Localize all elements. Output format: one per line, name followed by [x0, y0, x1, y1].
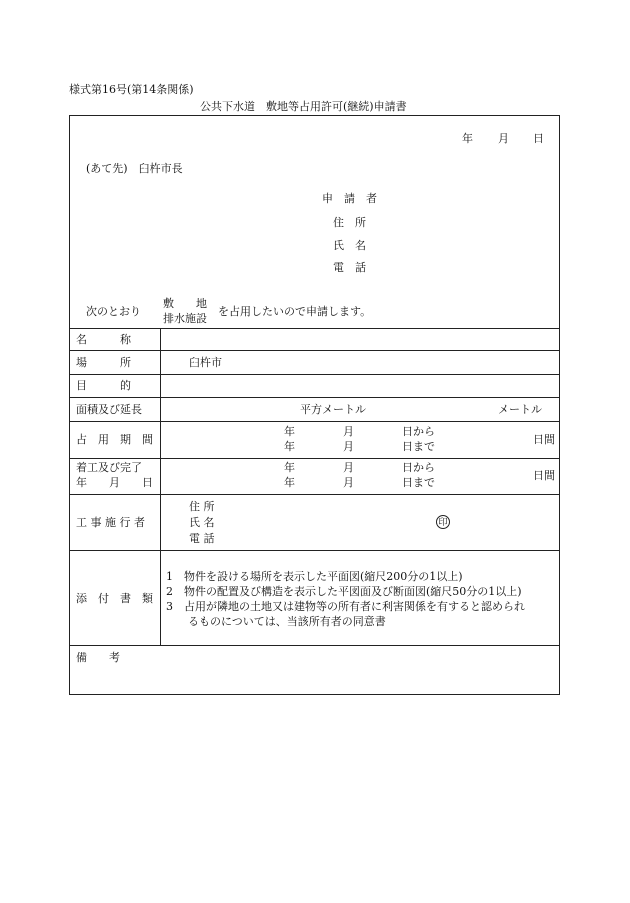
- divider: [69, 494, 560, 495]
- occupancy-from-year: 年: [284, 425, 295, 438]
- row-label-attachments: 添 付 書 類: [76, 592, 153, 605]
- statement-prefix: 次のとおり: [86, 305, 141, 318]
- row-label-place: 場 所: [76, 356, 131, 369]
- contractor-name-label: 氏 名: [189, 516, 215, 529]
- construction-to-month: 月: [343, 476, 354, 489]
- date-year: 年: [462, 132, 473, 145]
- divider: [69, 350, 560, 351]
- applicant-phone-label: 電 話: [333, 261, 366, 274]
- contractor-address-label: 住 所: [189, 500, 215, 513]
- construction-from-month: 月: [343, 461, 354, 474]
- row-label-purpose: 目 的: [76, 379, 131, 392]
- place-value[interactable]: 臼杵市: [189, 356, 222, 369]
- form-title: 公共下水道 敷地等占用許可(継続)申請書: [200, 100, 407, 113]
- occupancy-to-year: 年: [284, 440, 295, 453]
- construction-to-day: 日まで: [402, 476, 435, 489]
- construction-from-day: 日から: [402, 461, 435, 474]
- seal-icon: 印: [436, 515, 450, 529]
- construction-days: 日間: [533, 469, 555, 482]
- occupancy-to-day: 日まで: [402, 440, 435, 453]
- divider: [69, 458, 560, 459]
- occupancy-from-day: 日から: [402, 425, 435, 438]
- divider: [69, 645, 560, 646]
- occupancy-days: 日間: [533, 433, 555, 446]
- remarks-field[interactable]: [72, 668, 556, 692]
- divider: [69, 397, 560, 398]
- divider: [69, 374, 560, 375]
- area-unit-meter: メートル: [498, 403, 542, 416]
- form-number: 様式第16号(第14条関係): [69, 83, 194, 96]
- area-unit-square-meter: 平方メートル: [300, 403, 366, 416]
- applicant-address-label: 住 所: [333, 216, 366, 229]
- name-field[interactable]: [165, 332, 555, 348]
- attachment-item: 3 占用が隣地の土地又は建物等の所有者に利害関係を有すると認められ: [166, 600, 525, 613]
- column-divider: [160, 328, 161, 645]
- purpose-field[interactable]: [165, 378, 555, 394]
- divider: [69, 550, 560, 551]
- date-day: 日: [533, 132, 544, 145]
- row-label-remarks: 備 考: [76, 651, 120, 664]
- occupancy-to-month: 月: [343, 440, 354, 453]
- row-label-occupancy: 占 用 期 間: [76, 433, 153, 446]
- attachment-item: 1 物件を設ける場所を表示した平面図(縮尺200分の1以上): [166, 570, 463, 583]
- row-label-contractor: 工 事 施 行 者: [76, 516, 145, 529]
- contractor-phone-label: 電 話: [189, 532, 215, 545]
- attachment-item: 2 物件の配置及び構造を表示した平図面及び断面図(縮尺50分の1以上): [166, 585, 522, 598]
- occupancy-from-month: 月: [343, 425, 354, 438]
- construction-from-year: 年: [284, 461, 295, 474]
- statement-suffix: を占用したいので申請します。: [218, 305, 372, 318]
- applicant-label: 申 請 者: [322, 192, 377, 205]
- applicant-name-label: 氏 名: [333, 239, 366, 252]
- divider: [69, 328, 560, 329]
- addressee: (あて先) 臼杵市長: [86, 162, 183, 175]
- date-month: 月: [498, 132, 509, 145]
- row-label-construction-date: 年 月 日: [76, 476, 153, 489]
- row-label-construction: 着工及び完了: [76, 461, 142, 474]
- row-label-name: 名 称: [76, 333, 131, 346]
- option-site: 敷 地: [163, 297, 207, 310]
- option-drain: 排水施設: [163, 312, 207, 325]
- attachment-item: るものについては、当該所有者の同意書: [166, 615, 386, 628]
- divider: [69, 421, 560, 422]
- row-label-area: 面積及び延長: [76, 403, 142, 416]
- construction-to-year: 年: [284, 476, 295, 489]
